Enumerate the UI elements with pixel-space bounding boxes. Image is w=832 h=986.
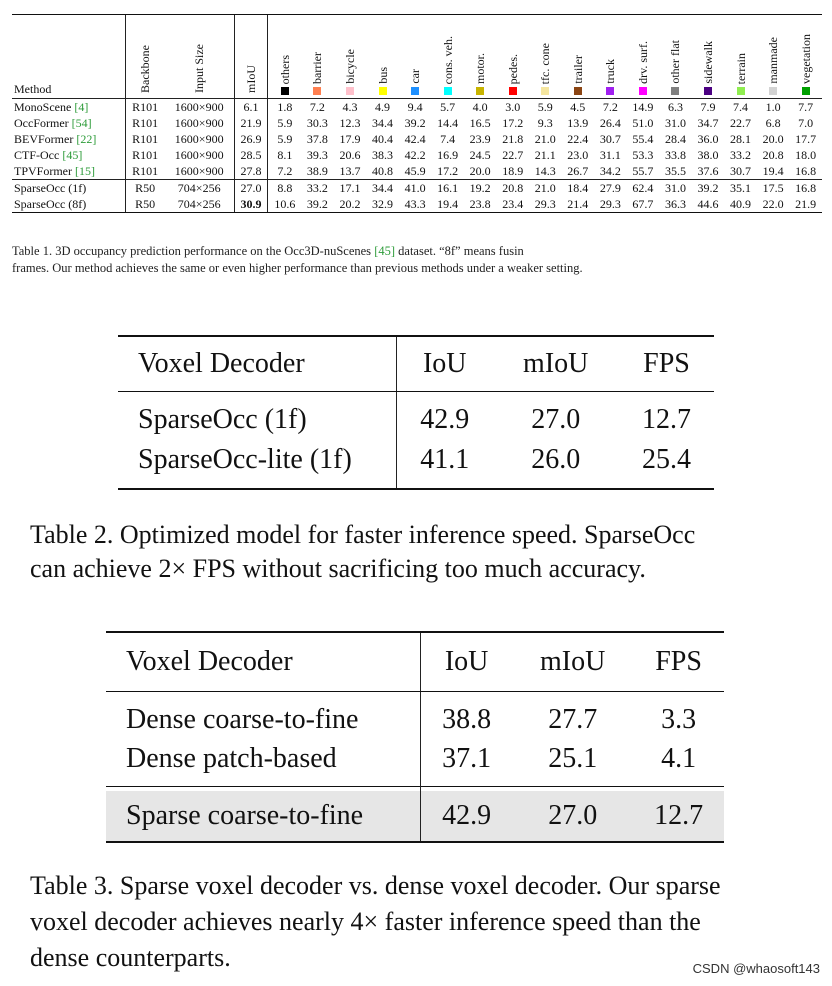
t1-cell-backbone: R101 [125,163,165,180]
t1-cell-class-value: 30.3 [306,116,328,130]
t1-cell-class-value: 4.5 [562,99,595,116]
t1-cell-class-value: 16.8 [795,164,817,178]
t1-cell-class-value: 36.3 [659,196,692,213]
class-color-swatch [444,87,452,95]
t1-cell-input: 704×256 [165,196,234,213]
t1-header-class [496,15,529,99]
t1-method-name: BEVFormer [22] [14,132,97,146]
t1-cell-class-value: 55.4 [632,132,654,146]
table-row [106,740,724,787]
t1-cell-class-value: 19.4 [431,196,464,213]
t3-cell-iou: 37.1 [421,740,513,787]
t1-cell-class-value: 22.7 [502,148,524,162]
t1-cell-class-value: 4.0 [464,99,497,116]
table-row [118,392,714,441]
class-color-swatch [671,87,679,95]
class-color-swatch [704,87,712,95]
class-color-swatch [313,87,321,95]
table-row [118,440,714,489]
t1-cell-class-value: 21.0 [534,132,556,146]
t3-cell-miou: 27.7 [548,704,598,735]
t1-cell-class-value: 4.3 [334,99,367,116]
t1-cell-class-value: 32.9 [366,196,399,213]
t1-cell-class-value: 34.7 [697,116,719,130]
t3-row-name: Dense coarse-to-fine [126,704,359,735]
t1-cell-class-value: 31.0 [659,180,692,197]
class-color-swatch [737,87,745,95]
class-label: bicycle [342,49,357,84]
t1-cell-class-value: 20.2 [334,196,367,213]
watermark: CSDN @whaosoft143 [692,961,820,976]
t1-cell-class-value: 23.9 [469,132,491,146]
t1-cell-class-value: 16.9 [437,148,459,162]
t1-cell-class-value: 42.2 [404,148,426,162]
table-row [12,147,822,163]
t3-cell-fps: 12.7 [633,791,724,842]
t1-cell-class-value: 19.4 [762,164,784,178]
t1-cell-input: 1600×900 [174,148,224,162]
t1-cell-class-value: 42.4 [404,132,426,146]
t1-cell-class-value: 45.9 [404,164,426,178]
t1-cell-class-value: 10.6 [268,196,301,213]
t1-cell-miou: 27.0 [234,180,268,197]
t3-header-voxel-decoder: Voxel Decoder [106,632,421,692]
t1-cell-class-value: 34.2 [599,164,621,178]
t1-cell-class-value: 6.8 [765,116,781,130]
table-row [12,99,822,116]
t1-header-class [659,15,692,99]
t1-cell-class-value: 24.5 [469,148,491,162]
table-row [12,196,822,213]
t1-cell-class-value: 17.2 [502,116,524,130]
t2-cell-miou: 26.0 [492,440,619,489]
t1-header-class [757,15,790,99]
class-label: others [277,54,292,84]
table3-caption: Table 3. Sparse voxel decoder vs. dense voxel decoder. Our sparse voxel decoder achieves nearly 4× faster inference speed than the dense counterparts. [30,871,721,972]
t1-cell-backbone: R101 [125,147,165,163]
t1-cell-class-value: 40.4 [372,132,394,146]
table3 [106,631,724,843]
t1-cell-class-value: 23.4 [496,196,529,213]
class-color-swatch [769,87,777,95]
t1-cell-miou: 26.9 [234,131,268,147]
t2-row-name: SparseOcc-lite (1f) [118,440,397,489]
t1-cell-input: 1600×900 [174,116,224,130]
t1-cell-class-value: 7.4 [724,99,757,116]
t1-cell-class-value: 62.4 [627,180,660,197]
table2 [118,335,714,490]
t1-cell-class-value: 40.9 [724,196,757,213]
t1-cell-class-value: 8.8 [268,180,301,197]
t1-cell-class-value: 1.0 [757,99,790,116]
class-color-swatch [606,87,614,95]
class-label: sidewalk [700,41,715,84]
class-label: trailer [570,55,585,84]
t1-header-class [431,15,464,99]
t1-cell-class-value: 5.9 [268,115,301,131]
t1-cell-class-value: 16.8 [789,180,822,197]
t1-cell-backbone: R101 [125,115,165,131]
table-row [12,131,822,147]
t1-header-class [724,15,757,99]
class-label: barrier [310,52,325,84]
t1-cell-backbone: R50 [125,180,165,197]
t1-cell-class-value: 14.3 [534,164,556,178]
class-color-swatch [346,87,354,95]
t1-cell-class-value: 17.7 [795,132,817,146]
t2-header-iou: IoU [397,336,493,392]
t3-cell-miou: 27.0 [512,791,633,842]
t1-cell-class-value: 19.2 [464,180,497,197]
class-color-swatch [574,87,582,95]
class-label: terrain [733,52,748,84]
t1-cell-class-value: 7.2 [594,99,627,116]
t1-cell-class-value: 38.0 [697,148,719,162]
t1-cell-class-value: 7.7 [789,99,822,116]
t1-cell-class-value: 22.7 [730,116,752,130]
t1-cell-class-value: 22.0 [757,196,790,213]
t3-cell-iou: 42.9 [421,791,513,842]
t1-cell-class-value: 41.0 [399,180,432,197]
t1-cell-class-value: 30.7 [599,132,621,146]
t2-row-name: SparseOcc (1f) [138,404,307,435]
t1-cell-class-value: 37.8 [306,132,328,146]
t1-cell-class-value: 53.3 [632,148,654,162]
t1-cell-class-value: 36.0 [697,132,719,146]
t1-cell-class-value: 20.0 [469,164,491,178]
table-row-highlighted [106,791,724,842]
t1-cell-class-value: 67.7 [627,196,660,213]
class-color-swatch [411,87,419,95]
t1-header-class [789,15,822,99]
t1-cell-input: 1600×900 [174,164,224,178]
t1-cell-backbone: R50 [125,196,165,213]
t1-cell-class-value: 7.0 [798,116,814,130]
t1-cell-class-value: 35.1 [724,180,757,197]
class-label: manmade [766,37,781,84]
t1-cell-class-value: 6.3 [659,99,692,116]
class-label: truck [603,59,618,84]
table2-caption: Table 2. Optimized model for faster inference speed. SparseOcc can achieve 2× FPS without sacrificing too much accuracy. [30,520,696,583]
t1-cell-class-value: 20.0 [762,132,784,146]
t1-method-name: SparseOcc (8f) [12,196,125,213]
t1-cell-class-value: 17.9 [339,132,361,146]
class-label: pedes. [505,53,520,84]
t1-header-miou: mIoU [234,15,268,99]
t1-cell-miou: 28.5 [234,147,268,163]
t1-cell-class-value: 39.2 [692,180,725,197]
t1-cell-class-value: 7.2 [301,99,334,116]
t1-method-name: OccFormer [54] [14,116,92,130]
t1-method-name: MonoScene [4] [12,99,125,116]
class-label: tfc. cone [538,42,553,84]
class-color-swatch [509,87,517,95]
t3-row-name: Sparse coarse-to-fine [106,791,421,842]
t2-cell-miou: 27.0 [531,404,581,435]
t1-cell-miou: 27.8 [234,163,268,180]
t1-cell-class-value: 9.3 [537,116,553,130]
t1-cell-class-value: 33.2 [730,148,752,162]
t1-cell-class-value: 7.4 [440,132,456,146]
t3-header-fps: FPS [633,632,724,692]
table1 [12,14,822,238]
t1-cell-class-value: 27.9 [594,180,627,197]
t1-cell-class-value: 13.9 [567,116,589,130]
table3-grid [106,631,724,843]
t1-method-name: TPVFormer [15] [14,164,95,178]
t1-cell-class-value: 20.6 [339,148,361,162]
t1-cell-class-value: 21.9 [789,196,822,213]
t1-cell-class-value: 9.4 [399,99,432,116]
class-color-swatch [476,87,484,95]
t1-cell-class-value: 16.5 [469,116,491,130]
t1-cell-class-value: 29.3 [529,196,562,213]
t3-header-iou: IoU [421,632,513,692]
t1-header-class [268,15,301,99]
t1-cell-class-value: 28.1 [730,132,752,146]
t2-cell-iou: 41.1 [397,440,493,489]
t1-cell-class-value: 17.5 [757,180,790,197]
t1-cell-class-value: 3.0 [496,99,529,116]
t1-cell-class-value: 37.6 [697,164,719,178]
t1-cell-class-value: 12.3 [339,116,361,130]
t1-cell-input: 704×256 [165,180,234,197]
class-color-swatch [541,87,549,95]
t1-cell-class-value: 1.8 [268,99,301,116]
class-color-swatch [281,87,289,95]
t3-cell-fps: 4.1 [661,743,697,774]
t1-header-class [334,15,367,99]
table-row [12,180,822,197]
t1-cell-backbone: R101 [125,131,165,147]
t1-cell-miou: 6.1 [234,99,268,116]
t1-cell-class-value: 39.2 [404,116,426,130]
t1-cell-class-value: 20.8 [496,180,529,197]
t1-header-input-size: Input Size [165,15,234,99]
t1-cell-class-value: 4.9 [366,99,399,116]
t1-cell-miou: 21.9 [234,115,268,131]
t1-cell-input: 1600×900 [165,99,234,116]
t1-cell-class-value: 31.0 [664,116,686,130]
class-label: drv. surf. [635,41,650,84]
t1-cell-class-value: 20.8 [762,148,784,162]
class-label: motor. [473,52,488,84]
t1-cell-class-value: 30.7 [730,164,752,178]
t1-cell-class-value: 40.8 [372,164,394,178]
t2-header-fps: FPS [619,336,714,392]
t1-header-class [594,15,627,99]
t2-cell-fps: 12.7 [642,404,691,435]
t1-cell-class-value: 38.9 [306,164,328,178]
table2-grid [118,335,714,490]
t1-cell-class-value: 34.4 [366,180,399,197]
t1-cell-class-value: 35.5 [664,164,686,178]
t1-cell-class-value: 16.1 [431,180,464,197]
t1-cell-class-value: 5.9 [529,99,562,116]
t1-cell-class-value: 39.3 [306,148,328,162]
t3-cell-fps: 3.3 [661,704,697,735]
t1-cell-class-value: 18.4 [562,180,595,197]
t1-cell-class-value: 14.9 [627,99,660,116]
t1-header-class [562,15,595,99]
t1-cell-class-value: 28.4 [664,132,686,146]
t2-header-miou: mIoU [492,336,619,392]
t1-cell-class-value: 13.7 [339,164,361,178]
t1-cell-class-value: 18.0 [795,148,817,162]
t1-cell-class-value: 21.4 [562,196,595,213]
t1-cell-class-value: 29.3 [594,196,627,213]
t2-header-voxel-decoder: Voxel Decoder [118,336,397,392]
t1-header-class [627,15,660,99]
t1-header-backbone: Backbone [125,15,165,99]
class-label: vegetation [798,34,813,84]
class-label: cons. veh. [440,35,455,84]
table-row [106,692,724,741]
t1-cell-class-value: 34.4 [372,116,394,130]
t1-cell-class-value: 22.4 [567,132,589,146]
t1-cell-class-value: 21.8 [502,132,524,146]
class-label: bus [375,67,390,84]
t1-cell-class-value: 21.0 [529,180,562,197]
t1-cell-class-value: 55.7 [632,164,654,178]
t1-cell-class-value: 7.2 [268,163,301,180]
table1-caption: Table 1. 3D occupancy prediction performance on the Occ3D-nuScenes [45] dataset. “8f” means fusin frames. Our method achieves the same or even higher performance than previous methods under a weaker setting. [12,244,583,275]
class-color-swatch [802,87,810,95]
class-color-swatch [379,87,387,95]
t3-header-miou: mIoU [512,632,633,692]
t1-cell-class-value: 38.3 [372,148,394,162]
t1-cell-miou: 30.9 [234,196,268,213]
t1-cell-class-value: 39.2 [301,196,334,213]
table1-grid [12,14,822,213]
t1-cell-class-value: 51.0 [632,116,654,130]
t3-cell-miou: 25.1 [548,743,598,774]
class-color-swatch [639,87,647,95]
t1-cell-class-value: 14.4 [437,116,459,130]
t1-header-method: Method [12,15,125,99]
t1-cell-class-value: 43.3 [399,196,432,213]
t1-cell-class-value: 26.4 [599,116,621,130]
class-label: car [408,69,423,84]
t1-cell-class-value: 33.2 [301,180,334,197]
t1-cell-class-value: 5.7 [431,99,464,116]
t1-cell-class-value: 33.8 [664,148,686,162]
t1-cell-class-value: 23.0 [567,148,589,162]
t1-cell-class-value: 17.1 [334,180,367,197]
t1-method-name: SparseOcc (1f) [12,180,125,197]
t1-cell-class-value: 8.1 [268,147,301,163]
t1-header-class [464,15,497,99]
t1-method-name: CTF-Occ [45] [14,148,83,162]
t1-cell-class-value: 23.8 [464,196,497,213]
t2-cell-fps: 25.4 [619,440,714,489]
table-row [12,163,822,180]
t1-cell-class-value: 18.9 [502,164,524,178]
t2-cell-iou: 42.9 [397,392,493,441]
t1-cell-class-value: 26.7 [567,164,589,178]
class-label: other flat [668,40,683,84]
t1-cell-input: 1600×900 [174,132,224,146]
t3-cell-iou: 38.8 [421,692,513,741]
t1-header-class [399,15,432,99]
t1-header-class [692,15,725,99]
t1-cell-class-value: 21.1 [534,148,556,162]
t1-cell-backbone: R101 [125,99,165,116]
t1-cell-class-value: 7.9 [692,99,725,116]
t3-row-name: Dense patch-based [126,743,337,774]
t1-header-class [301,15,334,99]
t1-cell-class-value: 17.2 [437,164,459,178]
t1-cell-class-value: 44.6 [692,196,725,213]
t1-cell-class-value: 31.1 [599,148,621,162]
t1-header-class [366,15,399,99]
t1-header-class [529,15,562,99]
t1-cell-class-value: 5.9 [268,131,301,147]
table-row [12,115,822,131]
